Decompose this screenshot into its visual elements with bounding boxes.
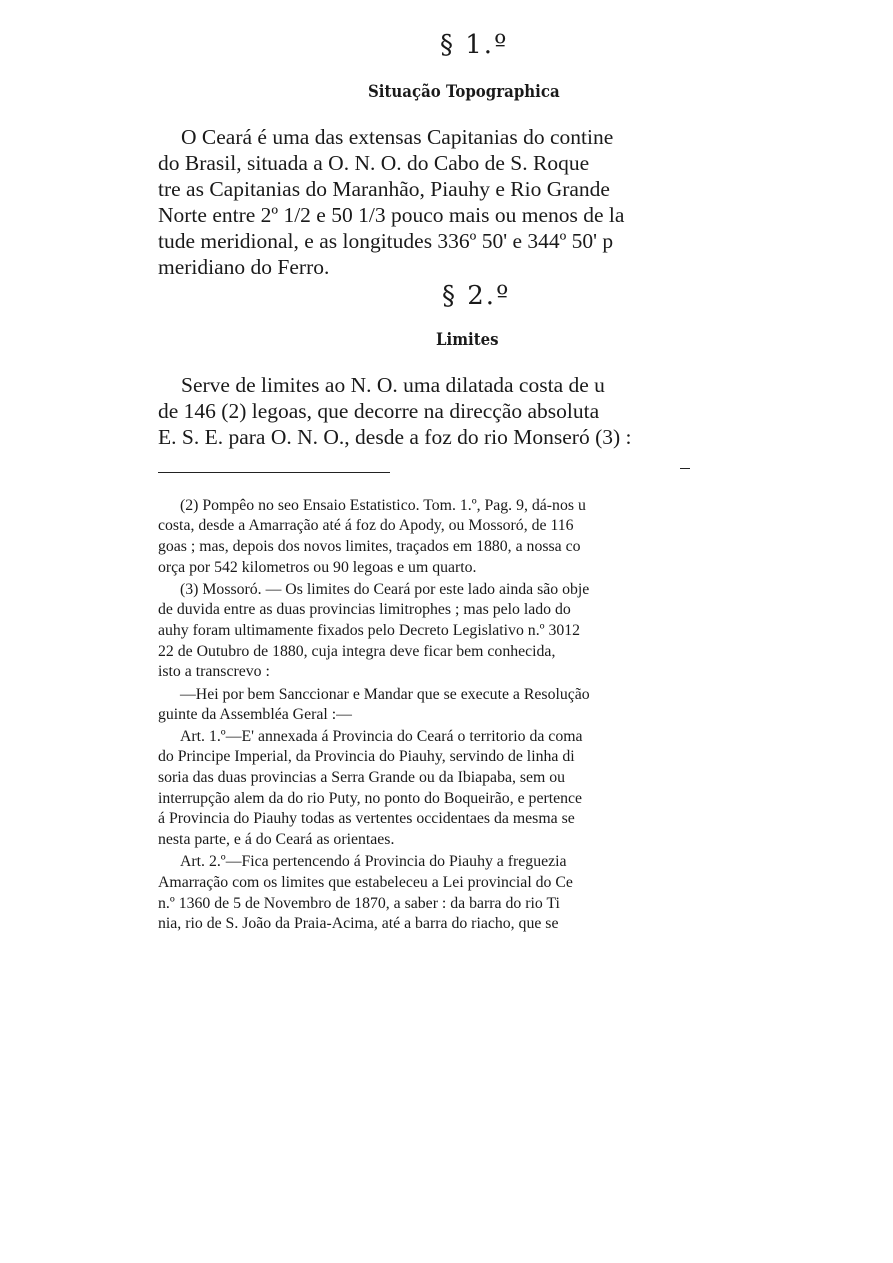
footnote-line: orça por 542 kilometros ou 90 legoas e um quarto. — [158, 559, 477, 576]
body-line: Serve de limites ao N. O. uma dilatada costa de u — [181, 373, 605, 397]
section-heading-2: Limites — [436, 330, 499, 350]
section-mark-1: § 1.º — [440, 30, 509, 60]
body-line: tre as Capitanias do Maranhão, Piauhy e Rio Grande — [158, 177, 610, 201]
footnote-line: nesta parte, e á do Ceará as orientaes. — [158, 831, 395, 848]
footnote-line: 22 de Outubro de 1880, cuja integra deve ficar bem conhecida, — [158, 643, 556, 660]
footnote-line: nia, rio de S. João da Praia-Acima, até a barra do riacho, que se — [158, 915, 559, 932]
body-line: tude meridional, e as longitudes 336º 50' e 344º 50' p — [158, 229, 614, 253]
footnote-line: (3) Mossoró. — Os limites do Ceará por este lado ainda são obje — [180, 581, 590, 598]
body-line: do Brasil, situada a O. N. O. do Cabo de S. Roque — [158, 151, 590, 175]
section-mark-2: § 2.º — [442, 281, 511, 311]
footnote-line: costa, desde a Amarração até á foz do Apody, ou Mossoró, de 116 — [158, 517, 574, 534]
footnote-line: guinte da Assembléa Geral :— — [158, 706, 352, 723]
body-line: meridiano do Ferro. — [158, 255, 330, 279]
footnote-line: n.º 1360 de 5 de Novembro de 1870, a saber : da barra do rio Ti — [158, 895, 560, 912]
section-heading-1: Situação Topographica — [368, 82, 560, 102]
footnote-line: goas ; mas, depois dos novos limites, traçados em 1880, a nossa co — [158, 538, 581, 555]
footnote-line: soria das duas provincias a Serra Grande ou da Ibiapaba, sem ou — [158, 769, 566, 786]
footnote-line: á Provincia do Piauhy todas as vertentes occidentaes da mesma se — [158, 810, 575, 827]
footnote-line: isto a transcrevo : — [158, 663, 270, 680]
body-line: E. S. E. para O. N. O., desde a foz do rio Monseró (3) : — [158, 425, 632, 449]
footnote-line: Amarração com os limites que estabeleceu a Lei provincial do Ce — [158, 874, 573, 891]
footnotes — [158, 0, 751, 940]
footnote-line: Art. 1.º—E' annexada á Provincia do Ceará o territorio da coma — [180, 728, 583, 745]
body-line: O Ceará é uma das extensas Capitanias do contine — [181, 125, 614, 149]
footnote-line: (2) Pompêo no seo Ensaio Estatistico. Tom. 1.º, Pag. 9, dá-nos u — [180, 497, 586, 514]
footnote-line: de duvida entre as duas provincias limitrophes ; mas pelo lado do — [158, 601, 571, 618]
footnote-line: —Hei por bem Sanccionar e Mandar que se execute a Resolução — [180, 686, 590, 703]
body-line: Norte entre 2º 1/2 e 50 1/3 pouco mais ou menos de la — [158, 203, 625, 227]
footnote-line: auhy foram ultimamente fixados pelo Decreto Legislativo n.º 3012 — [158, 622, 581, 639]
body-line: de 146 (2) legoas, que decorre na direcção absoluta — [158, 399, 600, 423]
footnote-line: interrupção alem da do rio Puty, no ponto do Boqueirão, e pertence — [158, 790, 583, 807]
footnote-line: Art. 2.º—Fica pertencendo á Provincia do Piauhy a freguezia — [180, 853, 567, 870]
footnote-line: do Principe Imperial, da Provincia do Piauhy, servindo de linha di — [158, 748, 575, 765]
